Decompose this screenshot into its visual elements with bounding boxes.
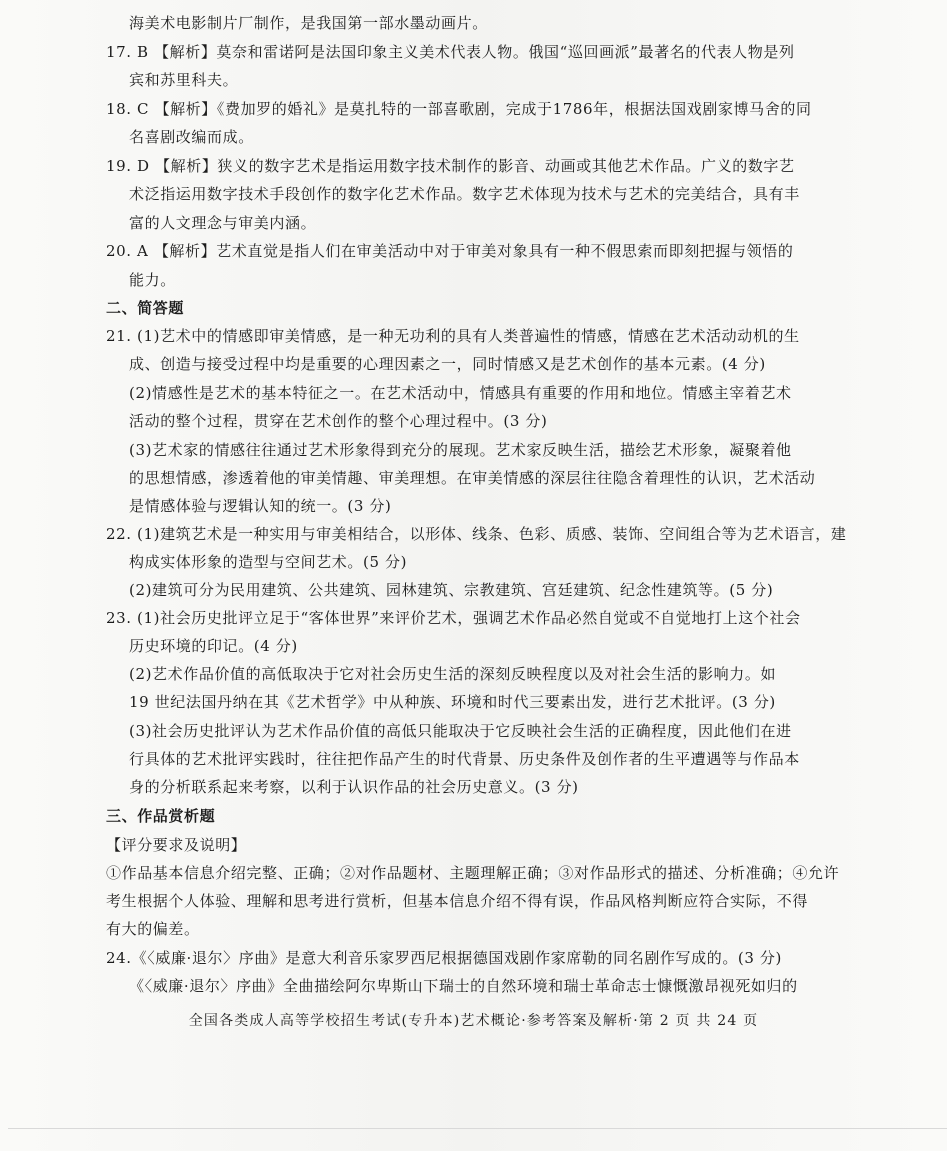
page-footer: 全国各类成人高等学校招生考试(专升本)艺术概论·参考答案及解析·第 2 页 共 24 页 [188, 1013, 759, 1029]
text-line: 24.《〈威廉·退尔〉序曲》是意大利音乐家罗西尼根据德国戏剧作家席勒的同名剧作写成的。(3 分) [106, 949, 782, 967]
text-line: 【评分要求及说明】 [106, 836, 247, 854]
text-line: 活动的整个过程，贯穿在艺术创作的整个心理过程中。(3 分) [129, 412, 548, 430]
text-line: 能力。 [129, 271, 176, 289]
section-heading: 三、作品赏析题 [106, 807, 216, 825]
text-line: 21. (1)艺术中的情感即审美情感，是一种无功利的具有人类普遍性的情感，情感在艺术活动动机的生 [106, 327, 800, 345]
text-line: 22. (1)建筑艺术是一种实用与审美相结合，以形体、线条、色彩、质感、装饰、空间组合等为艺术语言，建 [106, 525, 847, 543]
text-line: (2)建筑可分为民用建筑、公共建筑、园林建筑、宗教建筑、宫廷建筑、纪念性建筑等。(5 分) [129, 581, 774, 599]
text-line: (3)社会历史批评认为艺术作品价值的高低只能取决于它反映社会生活的正确程度，因此他们在进 [129, 722, 792, 740]
text-line: (3)艺术家的情感往往通过艺术形象得到充分的展现。艺术家反映生活，描绘艺术形象，凝聚着他 [129, 441, 792, 459]
text-line: 19 世纪法国丹纳在其《艺术哲学》中从种族、环境和时代三要素出发，进行艺术批评。(3 分) [129, 693, 776, 711]
bottom-divider [8, 1128, 947, 1129]
text-line: ①作品基本信息介绍完整、正确；②对作品题材、主题理解正确；③对作品形式的描述、分析准确；④允许 [106, 864, 840, 882]
section-heading: 二、简答题 [106, 299, 185, 317]
text-line: 20. A 【解析】艺术直觉是指人们在审美活动中对于审美对象具有一种不假思索而即刻把握与领悟的 [106, 242, 794, 260]
text-line: (2)情感性是艺术的基本特征之一。在艺术活动中，情感具有重要的作用和地位。情感主宰着艺术 [129, 384, 792, 402]
text-line: 17. B 【解析】莫奈和雷诺阿是法国印象主义美术代表人物。俄国“巡回画派”最著名的代表人物是列 [106, 43, 795, 61]
text-line: 有大的偏差。 [106, 920, 200, 938]
text-line: 考生根据个人体验、理解和思考进行赏析，但基本信息介绍不得有误，作品风格判断应符合实际，不得 [106, 892, 809, 910]
text-line: (2)艺术作品价值的高低取决于它对社会历史生活的深刻反映程度以及对社会生活的影响力。如 [129, 665, 777, 683]
text-line: 构成实体形象的造型与空间艺术。(5 分) [129, 553, 408, 571]
text-line: 《〈威廉·退尔〉序曲》全曲描绘阿尔卑斯山下瑞士的自然环境和瑞士革命志士慷慨激昂视死如归的 [129, 977, 798, 995]
text-line: 19. D 【解析】狭义的数字艺术是指运用数字技术制作的影音、动画或其他艺术作品。广义的数字艺 [106, 157, 795, 175]
text-line: 历史环境的印记。(4 分) [129, 637, 298, 655]
text-line: 23. (1)社会历史批评立足于“客体世界”来评价艺术，强调艺术作品必然自觉或不自觉地打上这个社会 [106, 609, 801, 627]
text-line: 海美术电影制片厂制作，是我国第一部水墨动画片。 [129, 14, 488, 32]
text-line: 宾和苏里科夫。 [129, 71, 239, 89]
text-line: 的思想情感，渗透着他的审美情趣、审美理想。在审美情感的深层往往隐含着理性的认识，艺术活动 [129, 469, 816, 487]
text-line: 身的分析联系起来考察，以利于认识作品的社会历史意义。(3 分) [129, 778, 579, 796]
text-line: 术泛指运用数字技术手段创作的数字化艺术作品。数字艺术体现为技术与艺术的完美结合，具有丰 [129, 185, 800, 203]
text-line: 名喜剧改编而成。 [129, 128, 254, 146]
text-line: 是情感体验与逻辑认知的统一。(3 分) [129, 497, 392, 515]
text-line: 富的人文理念与审美内涵。 [129, 214, 317, 232]
text-line: 成、创造与接受过程中均是重要的心理因素之一，同时情感又是艺术创作的基本元素。(4 分) [129, 355, 766, 373]
text-line: 18. C 【解析】《费加罗的婚礼》是莫扎特的一部喜歌剧，完成于1786年，根据法国戏剧家博马舍的同 [106, 100, 812, 118]
text-line: 行具体的艺术批评实践时，往往把作品产生的时代背景、历史条件及创作者的生平遭遇等与作品本 [129, 750, 800, 768]
